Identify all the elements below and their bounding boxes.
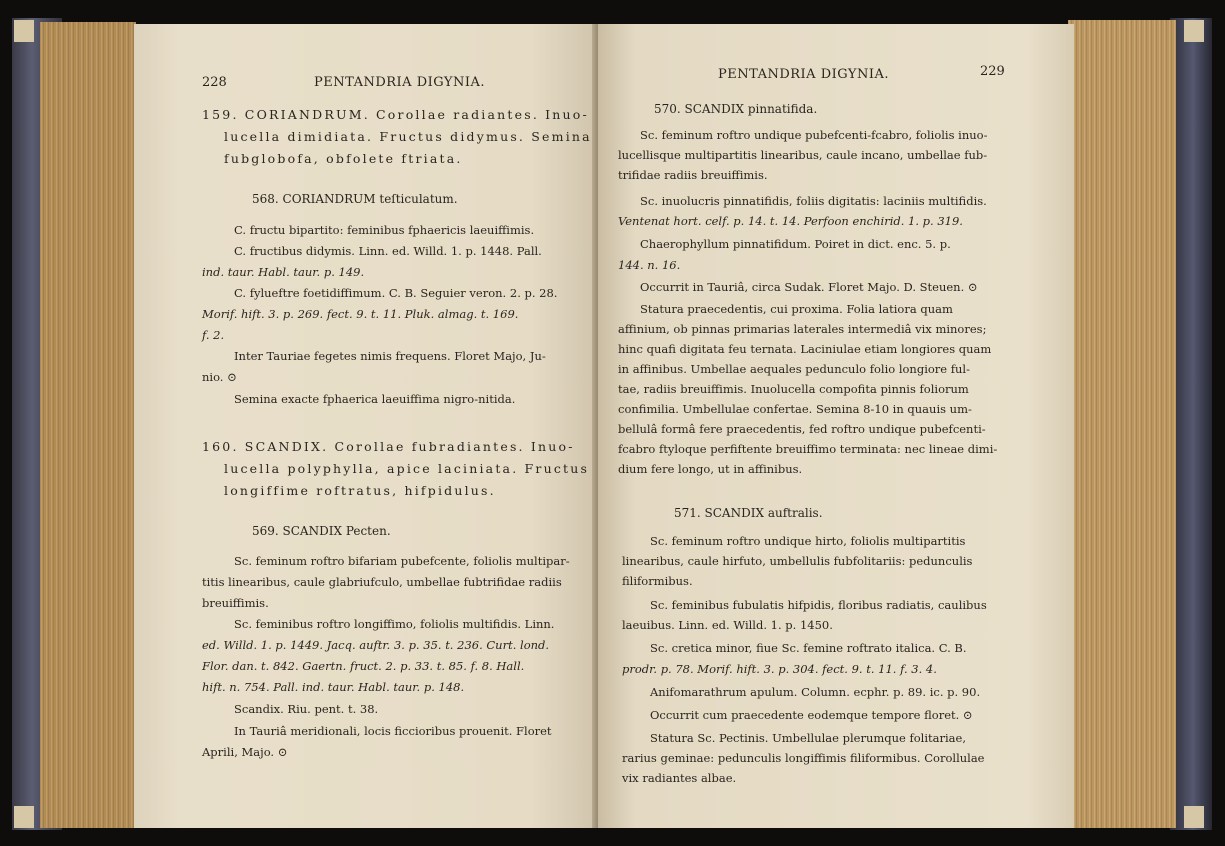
- species-heading: 568. CORIANDRUM teſticulatum.: [252, 192, 458, 206]
- text-line: Aprili, Majo. ⊙: [202, 745, 288, 759]
- text-line: ed. Willd. 1. p. 1449. Jacq. auftr. 3. p. 35. t. 236. Curt. lond.: [202, 638, 550, 652]
- text-line: filiformibus.: [622, 574, 693, 588]
- text-line: Chaerophyllum pinnatifidum. Poiret in dict. enc. 5. p.: [640, 237, 951, 251]
- text-line: Statura praecedentis, cui proxima. Folia latiora quam: [640, 302, 953, 316]
- text-line: longiffime roftratus, hifpidulus.: [224, 483, 496, 498]
- text-line: Sc. feminum roftro undique pubefcenti-fcabro, foliolis inuo-: [640, 128, 988, 142]
- text-line: C. fructu bipartito: feminibus fphaericis laeuiffimis.: [234, 223, 535, 237]
- text-line: Semina exacte fphaerica laeuiffima nigro-nitida.: [234, 392, 516, 406]
- genus-heading: 159. CORIANDRUM. Corollae radiantes. Inuo-: [202, 107, 589, 122]
- text-line: Sc. feminum roftro undique hirto, foliolis multipartitis: [650, 534, 966, 548]
- right-page: [598, 24, 1074, 828]
- text-line: trifidae radiis breuiffimis.: [618, 168, 768, 182]
- text-line: vix radiantes albae.: [622, 771, 737, 785]
- corner-top-right: [1184, 20, 1204, 42]
- text-line: Sc. inuolucris pinnatifidis, foliis digitatis: laciniis multifidis.: [640, 194, 987, 208]
- text-line: tae, radiis breuiffimis. Inuolucella compofita pinnis foliorum: [618, 382, 969, 396]
- text-line: Statura Sc. Pectinis. Umbellulae plerumque folitariae,: [650, 731, 966, 745]
- species-heading: 570. SCANDIX pinnatifida.: [654, 102, 818, 116]
- page-edges-right: [1068, 20, 1176, 828]
- text-line: hift. n. 754. Pall. ind. taur. Habl. taur. p. 148.: [202, 680, 465, 694]
- text-line: Sc. cretica minor, fiue Sc. femine roftrato italica. C. B.: [650, 641, 967, 655]
- text-line: Sc. feminibus fubulatis hifpidis, floribus radiatis, caulibus: [650, 598, 987, 612]
- text-line: bellulâ formâ fere praecedentis, fed roftro undique pubefcenti-: [618, 422, 986, 436]
- text-line: hinc quafi digitata feu ternata. Laciniulae etiam longiores quam: [618, 342, 992, 356]
- text-line: Sc. feminum roftro bifariam pubefcente, foliolis multipar-: [234, 554, 570, 568]
- text-line: prodr. p. 78. Morif. hift. 3. p. 304. fect. 9. t. 11. f. 3. 4.: [622, 662, 937, 676]
- text-line: Inter Tauriae fegetes nimis frequens. Floret Majo, Ju-: [234, 349, 546, 363]
- corner-top-left: [14, 20, 34, 42]
- text-line: linearibus, caule hirfuto, umbellulis fubfolitariis: pedunculis: [622, 554, 973, 568]
- left-page: [134, 24, 600, 828]
- genus-heading: 160. SCANDIX. Corollae fubradiantes. Inuo-: [202, 439, 575, 454]
- text-line: Sc. feminibus roftro longiffimo, foliolis multifidis. Linn.: [234, 617, 555, 631]
- text-line: fubglobofa, obfolete ftriata.: [224, 151, 463, 166]
- species-heading: 571. SCANDIX auftralis.: [674, 506, 823, 520]
- text-line: ind. taur. Habl. taur. p. 149.: [202, 265, 365, 279]
- text-line: dium fere longo, ut in affinibus.: [618, 462, 803, 476]
- text-line: 144. n. 16.: [618, 258, 681, 272]
- page-number: 229: [980, 64, 1005, 79]
- text-line: breuiffimis.: [202, 596, 269, 610]
- corner-bottom-left: [14, 806, 34, 828]
- text-line: f. 2.: [202, 328, 225, 342]
- text-line: laeuibus. Linn. ed. Willd. 1. p. 1450.: [622, 618, 833, 632]
- page-number: 228: [202, 75, 227, 90]
- page-edges-left: [40, 22, 136, 828]
- text-line: confimilia. Umbellulae confertae. Semina 8-10 in quauis um-: [618, 402, 972, 416]
- text-line: lucella polyphylla, apice laciniata. Fructus: [224, 461, 590, 476]
- text-line: fcabro ftyloque perfiftente breuiffimo terminata: nec lineae dimi-: [618, 442, 998, 456]
- text-line: Occurrit cum praecedente eodemque tempore floret. ⊙: [650, 708, 973, 722]
- text-line: nio. ⊙: [202, 370, 237, 384]
- text-line: Morif. hift. 3. p. 269. fect. 9. t. 11. Pluk. almag. t. 169.: [202, 307, 519, 321]
- text-line: C. fructibus didymis. Linn. ed. Willd. 1. p. 1448. Pall.: [234, 244, 542, 258]
- text-line: in affinibus. Umbellae aequales pedunculo folio longiore ful-: [618, 362, 970, 376]
- book-cover-right: [1170, 18, 1212, 830]
- text-line: Occurrit in Tauriâ, circa Sudak. Floret Majo. D. Steuen. ⊙: [640, 280, 978, 294]
- text-line: In Tauriâ meridionali, locis ficcioribus prouenit. Floret: [234, 724, 552, 738]
- text-line: affinium, ob pinnas primarias laterales intermediâ vix minores;: [618, 322, 987, 336]
- running-head: PENTANDRIA DIGYNIA.: [718, 67, 890, 82]
- running-head: PENTANDRIA DIGYNIA.: [314, 75, 486, 90]
- corner-bottom-right: [1184, 806, 1204, 828]
- species-heading: 569. SCANDIX Pecten.: [252, 524, 391, 538]
- text-line: titis linearibus, caule glabriufculo, umbellae fubtrifidae radiis: [202, 575, 562, 589]
- text-line: C. fylueftre foetidiffimum. C. B. Seguier veron. 2. p. 28.: [234, 286, 558, 300]
- text-line: Anifomarathrum apulum. Column. ecphr. p. 89. ic. p. 90.: [650, 685, 981, 699]
- text-line: Ventenat hort. celf. p. 14. t. 14. Perfoon enchirid. 1. p. 319.: [618, 214, 963, 228]
- text-line: Flor. dan. t. 842. Gaertn. fruct. 2. p. 33. t. 85. f. 8. Hall.: [202, 659, 525, 673]
- text-line: lucella dimidiata. Fructus didymus. Semina: [224, 129, 592, 144]
- text-line: lucellisque multipartitis linearibus, caule incano, umbellae fub-: [618, 148, 988, 162]
- text-line: rarius geminae: pedunculis longiffimis filiformibus. Corollulae: [622, 751, 985, 765]
- text-line: Scandix. Riu. pent. t. 38.: [234, 702, 379, 716]
